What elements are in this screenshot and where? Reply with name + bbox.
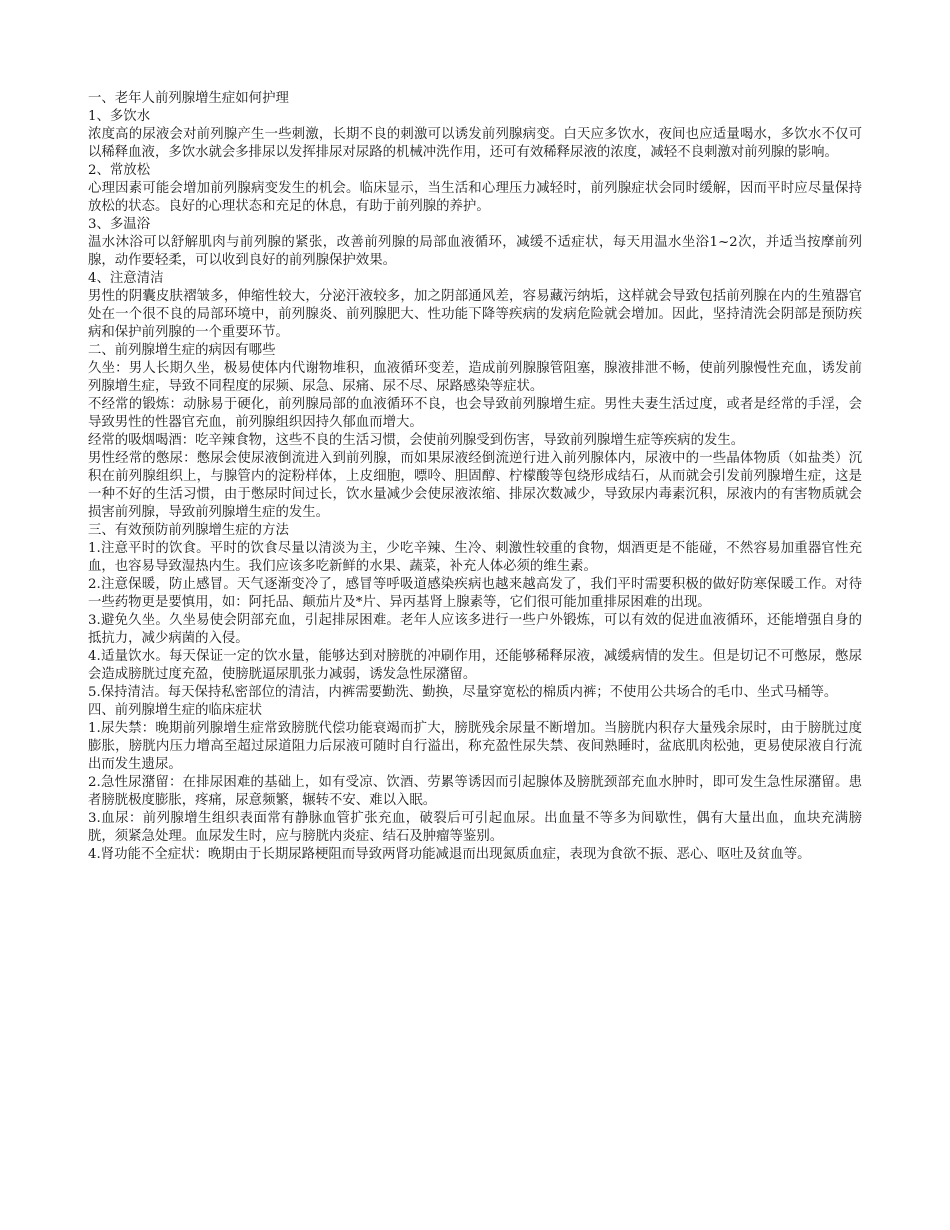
paragraph: 1.注意平时的饮食。平时的饮食尽量以清淡为主，少吃辛辣、生冷、刺激性较重的食物，烟酒更是不能碰，不然容易加重器官性充血，也容易导致湿热内生。我们应该多吃新鲜的水果、蔬菜，补充人体必须的维生素。 — [88, 541, 862, 574]
paragraph: 久坐：男人长期久坐，极易使体内代谢物堆积，血液循环变差，造成前列腺腺管阻塞，腺液排泄不畅，使前列腺慢性充血，诱发前列腺增生症，导致不同程度的尿频、尿急、尿痛、尿不尽、尿路感染等症状。 — [88, 361, 862, 394]
subheading-relax: 2、常放松 — [88, 163, 151, 178]
paragraph: 5.保持清洁。每天保持私密部位的清洁，内裤需要勤洗、勤换，尽量穿宽松的棉质内裤；不使用公共场合的毛巾、坐式马桶等。 — [88, 685, 838, 700]
paragraph: 心理因素可能会增加前列腺病变发生的机会。临床显示，当生活和心理压力减轻时，前列腺症状会同时缓解，因而平时应尽量保持放松的状态。良好的心理状态和充足的休息，有助于前列腺的养护。 — [88, 181, 862, 214]
paragraph: 4.适量饮水。每天保证一定的饮水量，能够达到对膀胱的冲刷作用，还能够稀释尿液，减缓病情的发生。但是切记不可憋尿，憋尿会造成膀胱过度充盈，使膀胱逼尿肌张力减弱，诱发急性尿潴留。 — [88, 649, 862, 682]
paragraph: 男性的阴囊皮肤褶皱多，伸缩性较大，分泌汗液较多，加之阴部通风差，容易藏污纳垢，这样就会导致包括前列腺在内的生殖器官处在一个很不良的局部环境中，前列腺炎、前列腺肥大、性功能下降等疾病的发病危险就会增加。因此，坚持清洗会阴部是预防疾病和保护前列腺的一个重要环节。 — [88, 289, 862, 340]
subheading-cleanliness: 4、注意清洁 — [88, 271, 164, 286]
paragraph: 2.注意保暖，防止感冒。天气逐渐变冷了，感冒等呼吸道感染疾病也越来越高发了，我们平时需要积极的做好防寒保暖工作。对待一些药物更是要慎用，如：阿托品、颠茄片及*片、异丙基肾上腺素等，它们很可能加重排尿困难的出现。 — [88, 577, 862, 610]
paragraph: 3.避免久坐。久坐易使会阴部充血，引起排尿困难。老年人应该多进行一些户外锻炼，可以有效的促进血液循环，还能增强自身的抵抗力，减少病菌的入侵。 — [88, 613, 862, 646]
paragraph: 男性经常的憋尿：憋尿会使尿液倒流进入到前列腺，而如果尿液经倒流逆行进入前列腺体内，尿液中的一些晶体物质（如盐类）沉积在前列腺组织上，与腺管内的淀粉样体，上皮细胞，嘌呤、胆固醇、柠檬酸等包绕形成结石，从而就会引发前列腺增生症，这是一种不好的生活习惯，由于憋尿时间过长，饮水量减少会使尿液浓缩、排尿次数减少，导致尿内毒素沉积，尿液内的有害物质就会损害前列腺，导致前列腺增生症的发生。 — [88, 451, 862, 520]
paragraph: 3.血尿：前列腺增生组织表面常有静脉血管扩张充血，破裂后可引起血尿。出血量不等多为间歇性，偶有大量出血，血块充满膀胱，须紧急处理。血尿发生时，应与膀胱内炎症、结石及肿瘤等鉴别。 — [88, 811, 862, 844]
section-heading-1: 一、老年人前列腺增生症如何护理 — [88, 91, 289, 106]
paragraph: 经常的吸烟喝酒：吃辛辣食物，这些不良的生活习惯，会使前列腺受到伤害，导致前列腺增生症等疾病的发生。 — [88, 433, 745, 448]
section-heading-3: 三、有效预防前列腺增生症的方法 — [88, 523, 289, 538]
paragraph: 2.急性尿潴留：在排尿困难的基础上，如有受凉、饮酒、劳累等诱因而引起腺体及膀胱颈部充血水肿时，即可发生急性尿潴留。患者膀胱极度膨胀，疼痛，尿意频繁，辗转不安、难以入眠。 — [88, 775, 862, 808]
subheading-drink-water: 1、多饮水 — [88, 109, 151, 124]
document-body — [88, 90, 862, 864]
paragraph: 4.肾功能不全症状：晚期由于长期尿路梗阻而导致两肾功能减退而出现氮质血症，表现为食欲不振、恶心、呕吐及贫血等。 — [88, 847, 811, 862]
section-heading-4: 四、前列腺增生症的临床症状 — [88, 703, 263, 718]
paragraph: 浓度高的尿液会对前列腺产生一些刺激，长期不良的刺激可以诱发前列腺病变。白天应多饮水，夜间也应适量喝水，多饮水不仅可以稀释血液，多饮水就会多排尿以发挥排尿对尿路的机械冲洗作用，还可有效稀释尿液的浓度，减轻不良刺激对前列腺的影响。 — [88, 127, 862, 160]
subheading-warm-bath: 3、多温浴 — [88, 217, 151, 232]
section-heading-2: 二、前列腺增生症的病因有哪些 — [88, 343, 276, 358]
paragraph: 不经常的锻炼：动脉易于硬化，前列腺局部的血液循环不良，也会导致前列腺增生症。男性夫妻生活过度，或者是经常的手淫，会导致男性的性器官充血，前列腺组织因持久郁血而增大。 — [88, 397, 862, 430]
paragraph: 温水沐浴可以舒解肌肉与前列腺的紧张，改善前列腺的局部血液循环，减缓不适症状，每天用温水坐浴1~2次，并适当按摩前列腺，动作要轻柔，可以收到良好的前列腺保护效果。 — [88, 235, 862, 268]
paragraph: 1.尿失禁：晚期前列腺增生症常致膀胱代偿功能衰竭而扩大，膀胱残余尿量不断增加。当膀胱内积存大量残余尿时，由于膀胱过度膨胀，膀胱内压力增高至超过尿道阻力后尿液可随时自行溢出，称充盈性尿失禁、夜间熟睡时，盆底肌肉松弛，更易使尿液自行流出而发生遗尿。 — [88, 721, 862, 772]
